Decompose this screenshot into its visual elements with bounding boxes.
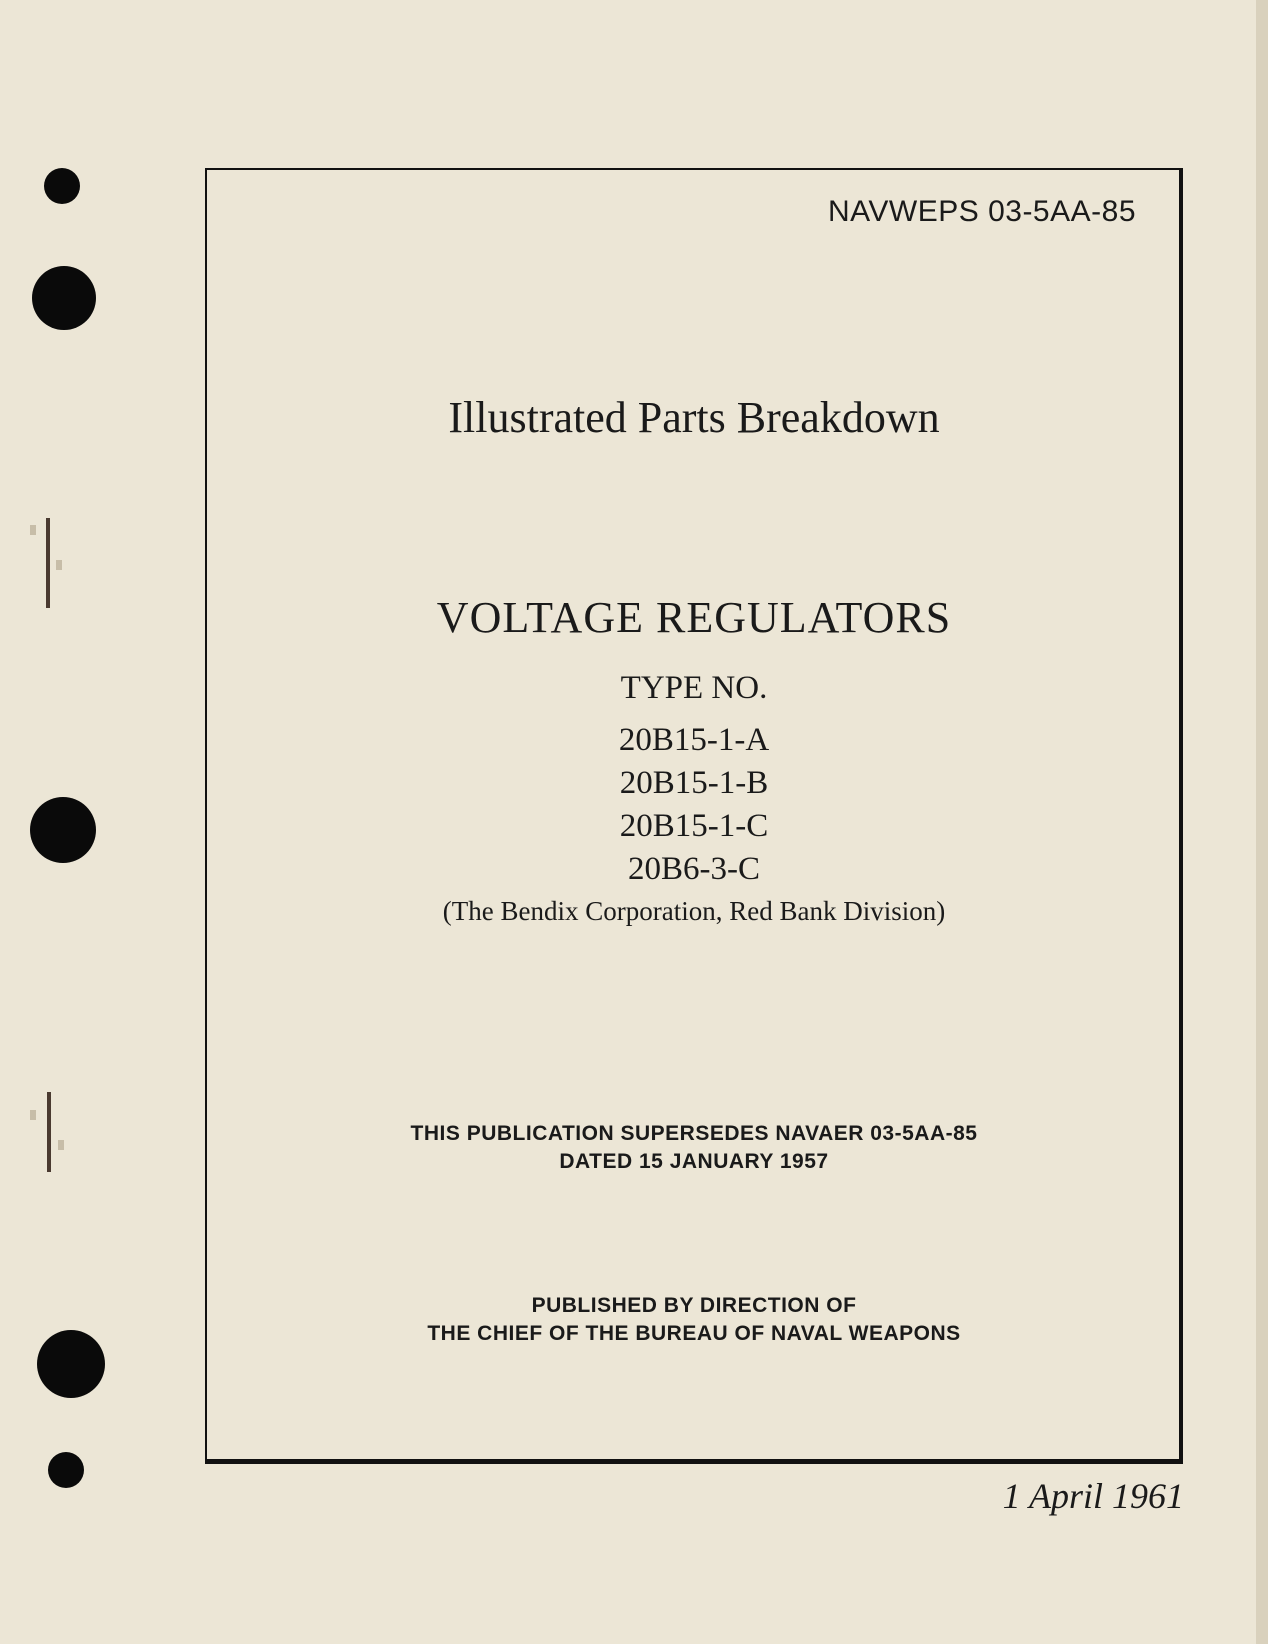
binding-speck <box>56 560 62 570</box>
published-by-line: PUBLISHED BY DIRECTION OF <box>531 1294 857 1317</box>
binding-mark <box>46 518 50 608</box>
page-edge <box>1256 0 1268 1644</box>
binding-speck <box>30 525 36 535</box>
punch-hole <box>32 266 96 330</box>
punch-hole <box>37 1330 105 1398</box>
supersedes-notice <box>205 1120 1183 1176</box>
type-heading: TYPE NO. <box>620 670 768 706</box>
type-number-list <box>205 719 1183 891</box>
type-number: 20B15-1-B <box>619 765 769 801</box>
manufacturer: (The Bendix Corporation, Red Bank Division) <box>442 896 946 926</box>
document-number: NAVWEPS 03-5AA-85 <box>827 195 1136 228</box>
publication-date: 1 April 1961 <box>1002 1476 1184 1516</box>
punch-hole <box>30 797 96 863</box>
authority-line: THE CHIEF OF THE BUREAU OF NAVAL WEAPONS <box>427 1322 961 1345</box>
binding-speck <box>58 1140 64 1150</box>
supersedes-line: THIS PUBLICATION SUPERSEDES NAVAER 03-5AA-85 <box>410 1122 978 1145</box>
document-title: Illustrated Parts Breakdown <box>448 393 940 442</box>
type-number: 20B15-1-C <box>619 808 769 844</box>
supersedes-date-line: DATED 15 JANUARY 1957 <box>559 1150 829 1173</box>
type-number: 20B15-1-A <box>618 722 770 758</box>
publisher-notice <box>205 1292 1183 1348</box>
binding-speck <box>30 1110 36 1120</box>
binding-mark <box>47 1092 51 1172</box>
document-subject: VOLTAGE REGULATORS <box>436 593 952 642</box>
type-number: 20B6-3-C <box>628 851 760 887</box>
